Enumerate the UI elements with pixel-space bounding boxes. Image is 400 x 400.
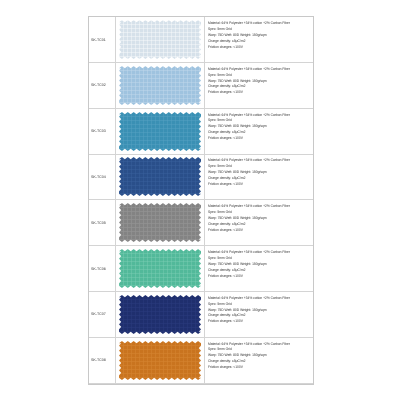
spec-friction: Friction charges: <100V <box>208 44 243 49</box>
spec-warp-weight: Warp: 75D Weft: 80D Weight: 150g/sqm <box>208 307 267 312</box>
spec-row <box>89 338 313 384</box>
fabric-swatch <box>119 66 201 105</box>
spec-spec: Spec: 5mm Grid <box>208 301 232 306</box>
product-code: SK-TC08 <box>89 338 116 383</box>
fabric-swatch <box>119 249 201 288</box>
spec-warp-weight: Warp: 75D Weft: 80D Weight: 150g/sqm <box>208 261 267 266</box>
spec-info <box>208 111 312 152</box>
spec-spec: Spec: 5mm Grid <box>208 118 232 123</box>
spec-charge: Charge density: ≤5μC/m2 <box>208 84 246 89</box>
spec-warp-weight: Warp: 75D Weft: 80D Weight: 150g/sqm <box>208 124 267 129</box>
spec-friction: Friction charges: <100V <box>208 319 243 324</box>
spec-charge: Charge density: ≤5μC/m2 <box>208 38 246 43</box>
product-code: SK-TC07 <box>89 292 116 337</box>
swatch-cell <box>116 17 205 62</box>
spec-material: Material: 64% Polyester +34% cotton +2% Carbon Fiber <box>208 295 290 300</box>
swatch-cell <box>116 338 205 383</box>
spec-info <box>208 340 312 381</box>
spec-row <box>89 17 313 63</box>
swatch-cell <box>116 154 205 199</box>
spec-info <box>208 156 312 197</box>
spec-spec: Spec: 5mm Grid <box>208 164 232 169</box>
spec-warp-weight: Warp: 75D Weft: 80D Weight: 150g/sqm <box>208 78 267 83</box>
spec-spec: Spec: 5mm Grid <box>208 347 232 352</box>
spec-charge: Charge density: ≤5μC/m2 <box>208 267 246 272</box>
spec-info <box>208 248 312 289</box>
spec-friction: Friction charges: <100V <box>208 365 243 370</box>
spec-row <box>89 109 313 155</box>
spec-material: Material: 64% Polyester +34% cotton +2% Carbon Fiber <box>208 158 290 163</box>
swatch-cell <box>116 246 205 291</box>
spec-charge: Charge density: ≤5μC/m2 <box>208 313 246 318</box>
spec-friction: Friction charges: <100V <box>208 227 243 232</box>
swatch-cell <box>116 200 205 245</box>
spec-friction: Friction charges: <100V <box>208 90 243 95</box>
product-code: SK-TC04 <box>89 154 116 199</box>
spec-charge: Charge density: ≤5μC/m2 <box>208 221 246 226</box>
fabric-swatch <box>119 20 201 59</box>
product-code: SK-TC02 <box>89 63 116 108</box>
spec-spec: Spec: 5mm Grid <box>208 26 232 31</box>
fabric-spec-sheet <box>88 16 314 385</box>
fabric-swatch <box>119 157 201 196</box>
spec-row <box>89 63 313 109</box>
spec-friction: Friction charges: <100V <box>208 136 243 141</box>
swatch-cell <box>116 292 205 337</box>
spec-spec: Spec: 5mm Grid <box>208 255 232 260</box>
fabric-swatch <box>119 203 201 242</box>
spec-row <box>89 246 313 292</box>
spec-material: Material: 64% Polyester +34% cotton +2% Carbon Fiber <box>208 112 290 117</box>
spec-row <box>89 292 313 338</box>
spec-info <box>208 202 312 243</box>
spec-spec: Spec: 5mm Grid <box>208 210 232 215</box>
spec-friction: Friction charges: <100V <box>208 181 243 186</box>
spec-info <box>208 65 312 106</box>
product-code: SK-TC03 <box>89 109 116 154</box>
swatch-cell <box>116 109 205 154</box>
spec-row <box>89 200 313 246</box>
spec-material: Material: 64% Polyester +34% cotton +2% Carbon Fiber <box>208 21 290 25</box>
product-code: SK-TC06 <box>89 246 116 291</box>
spec-warp-weight: Warp: 75D Weft: 80D Weight: 150g/sqm <box>208 215 267 220</box>
fabric-swatch <box>119 295 201 334</box>
swatch-cell <box>116 63 205 108</box>
spec-material: Material: 64% Polyester +34% cotton +2% Carbon Fiber <box>208 250 290 254</box>
spec-row <box>89 154 313 200</box>
spec-material: Material: 64% Polyester +34% cotton +2% Carbon Fiber <box>208 66 290 71</box>
spec-warp-weight: Warp: 75D Weft: 80D Weight: 150g/sqm <box>208 32 267 37</box>
spec-warp-weight: Warp: 75D Weft: 80D Weight: 150g/sqm <box>208 353 267 358</box>
fabric-swatch <box>119 112 201 151</box>
spec-info <box>208 19 312 60</box>
spec-spec: Spec: 5mm Grid <box>208 72 232 77</box>
product-code: SK-TC01 <box>89 17 116 62</box>
spec-charge: Charge density: ≤5μC/m2 <box>208 359 246 364</box>
spec-warp-weight: Warp: 75D Weft: 80D Weight: 150g/sqm <box>208 170 267 175</box>
spec-material: Material: 64% Polyester +34% cotton +2% Carbon Fiber <box>208 341 290 346</box>
product-code: SK-TC05 <box>89 200 116 245</box>
fabric-swatch <box>119 341 201 380</box>
spec-info <box>208 294 312 335</box>
spec-charge: Charge density: ≤5μC/m2 <box>208 176 246 181</box>
spec-friction: Friction charges: <100V <box>208 273 243 278</box>
spec-material: Material: 64% Polyester +34% cotton +2% Carbon Fiber <box>208 204 290 209</box>
spec-charge: Charge density: ≤5μC/m2 <box>208 130 246 135</box>
